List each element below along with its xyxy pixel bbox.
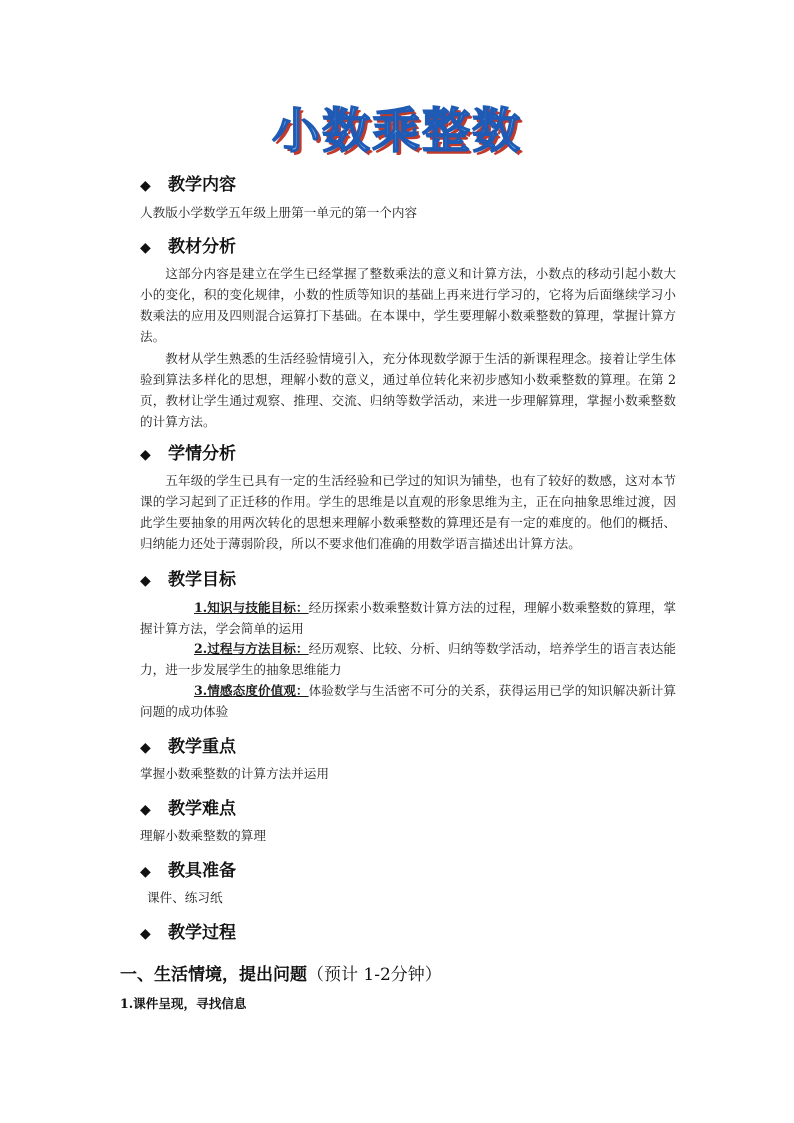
part-one-time-note: （预计 1-2分钟）: [307, 965, 442, 985]
difficult-points-text: 理解小数乘整数的算理: [140, 828, 266, 843]
goal-label: 2.过程与方法目标：: [194, 641, 309, 656]
heading-label: 教学难点: [168, 799, 236, 819]
diamond-bullet-icon: ◆: [140, 573, 151, 589]
diamond-bullet-icon: ◆: [140, 240, 151, 256]
part-one-title: [120, 960, 442, 985]
step-one-subheading: 1.课件呈现，寻找信息: [120, 996, 247, 1011]
heading-label: 教学过程: [168, 923, 236, 943]
heading-label: 教具准备: [168, 861, 236, 881]
heading-material-analysis: [140, 232, 236, 257]
diamond-bullet-icon: ◆: [140, 447, 151, 463]
heading-label: 学情分析: [168, 444, 236, 464]
goal-text: 体验数学与生活密不可分的关系，获得运用已学的知识解决新计算问题的成功体验: [140, 683, 677, 719]
diamond-bullet-icon: ◆: [140, 802, 151, 818]
diamond-bullet-icon: ◆: [140, 926, 151, 942]
material-analysis-paragraph-2: 教材从学生熟悉的生活经验情境引入，充分体现数学源于生活的新课程理念。接着让学生体验到算法多样化的思想，理解小数的意义，通过单位转化来初步感知小数乘整数的算理。在第 2页，教材让学生通过观察、推理、交流、归纳等数学活动，来进一步理解算理，掌握小数乘整数的计算方法。: [140, 351, 676, 429]
goal-item: [140, 597, 676, 639]
heading-teaching-process: [140, 918, 236, 943]
teaching-tools-text: 课件、练习纸: [147, 890, 223, 905]
goal-text: 经历探索小数乘整数计算方法的过程，理解小数乘整数的算理，掌握计算方法，学会简单的运用: [140, 600, 677, 636]
heading-student-analysis: [140, 439, 236, 464]
goal-label: 1.知识与技能目标：: [194, 600, 309, 615]
heading-teaching-tools: [140, 856, 236, 881]
goal-item: [140, 638, 676, 680]
heading-teaching-goals: [140, 565, 236, 590]
heading-label: 教材分析: [168, 237, 236, 257]
student-analysis-paragraph: 五年级的学生已具有一定的生活经验和已学过的知识为铺垫，也有了较好的数感，这对本节课的学习起到了正迁移的作用。学生的思维是以直观的形象思维为主，正在向抽象思维过渡，因此学生要抽象的用两次转化的思想来理解小数乘整数的算理还是有一定的难度的。他们的概括、归纳能力还处于薄弱阶段，所以不要求他们准确的用数学语言描述出计算方法。: [140, 473, 676, 551]
diamond-bullet-icon: ◆: [140, 864, 151, 880]
teaching-content-text: 人教版小学数学五年级上册第一单元的第一个内容: [140, 205, 418, 220]
document-title: 小数乘整数: [271, 103, 522, 159]
heading-key-points: [140, 732, 236, 757]
heading-label: 教学目标: [168, 570, 236, 590]
goal-item: [140, 680, 676, 722]
diamond-bullet-icon: ◆: [140, 178, 151, 194]
material-analysis-paragraph-1: 这部分内容是建立在学生已经掌握了整数乘法的意义和计算方法，小数点的移动引起小数大小的变化，积的变化规律，小数的性质等知识的基础上再来进行学习的，它将为后面继续学习小数乘法的应用及四则混合运算打下基础。在本课中，学生要理解小数乘整数的算理，掌握计算方法。: [140, 266, 676, 344]
goal-text: 经历观察、比较、分析、归纳等数学活动，培养学生的语言表达能力，进一步发展学生的抽象思维能力: [140, 641, 677, 677]
heading-teaching-content: [140, 170, 236, 195]
heading-difficult-points: [140, 794, 236, 819]
key-points-text: 掌握小数乘整数的计算方法并运用: [140, 766, 329, 781]
heading-label: 教学内容: [168, 175, 236, 195]
heading-label: 教学重点: [168, 737, 236, 757]
diamond-bullet-icon: ◆: [140, 740, 151, 756]
part-one-title-text: 一、生活情境，提出问题: [120, 965, 307, 985]
goal-label: 3.情感态度价值观：: [194, 683, 309, 698]
